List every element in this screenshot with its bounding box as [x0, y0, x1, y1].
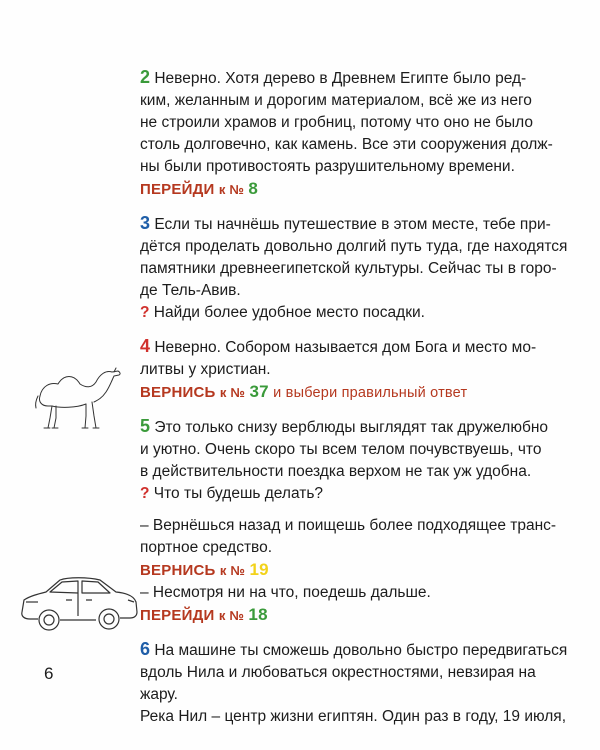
question-line: [140, 483, 570, 505]
action-verb: ПЕРЕЙДИ: [140, 181, 215, 198]
entry-line: столь долговечно, как камень. Все эти сооружения долж-: [140, 136, 553, 153]
action-ref: 37: [249, 382, 269, 401]
entry-text: Это только снизу верблюды выглядят так дружелюбно: [154, 419, 549, 436]
action-prep: к №: [219, 385, 246, 400]
spacer: [140, 505, 570, 515]
entry-4: [140, 335, 570, 404]
car-icon: [16, 572, 140, 634]
entry-line: памятники древнеегипетской культуры. Сейчас ты в горо-: [140, 260, 557, 277]
entry-text: Если ты начнёшь путешествие в этом месте, тебе при-: [154, 216, 551, 233]
entry-line: Река Нил – центр жизни египтян. Один раз в году, 19 июля,: [140, 708, 567, 725]
goto-link-37[interactable]: [140, 381, 570, 404]
entry-line: дётся проделать довольно долгий путь туда, где находятся: [140, 238, 568, 255]
action-ref: 19: [249, 560, 269, 579]
entry-6: [140, 638, 570, 728]
goto-link-18[interactable]: [140, 604, 570, 627]
question-line: [140, 302, 570, 324]
entry-line: и уютно. Очень скоро ты всем телом почувствуешь, что: [140, 441, 542, 458]
question-text: Найди более удобное место посадки.: [153, 304, 425, 321]
entry-line: [140, 212, 570, 236]
entry-number: 3: [140, 213, 151, 233]
option-line: портное средство.: [140, 539, 273, 556]
entry-2: [140, 66, 570, 201]
question-mark-icon: ?: [140, 485, 150, 502]
entry-line: не строили храмов и гробниц, потому что оно не было: [140, 114, 533, 131]
action-ref: 18: [248, 605, 268, 624]
question-mark-icon: ?: [140, 304, 150, 321]
entry-line: ны были противостоять разрушительному времени.: [140, 158, 515, 175]
entry-line: вдоль Нила и любоваться окрестностями, невзирая на жару.: [140, 664, 536, 703]
text-column: [140, 66, 570, 739]
entry-number: 6: [140, 639, 151, 659]
goto-link-8[interactable]: [140, 178, 570, 201]
entry-5: [140, 415, 570, 627]
entry-line: в действительности поездка верхом не так уж удобна.: [140, 463, 532, 480]
option-line: – Несмотря ни на что, поедешь дальше.: [140, 584, 431, 601]
entry-number: 5: [140, 416, 151, 436]
action-verb: ВЕРНИСЬ: [140, 562, 216, 579]
entry-line: литвы у христиан.: [140, 361, 271, 378]
action-prep: к №: [218, 608, 245, 623]
entry-line: [140, 66, 570, 90]
entry-number: 4: [140, 336, 151, 356]
action-prep: к №: [219, 563, 246, 578]
question-text: Что ты будешь делать?: [153, 485, 324, 502]
entry-text: Неверно. Собором называется дом Бога и место мо-: [154, 339, 537, 356]
entry-line: ким, желанным и дорогим материалом, всё же из него: [140, 92, 532, 109]
action-verb: ПЕРЕЙДИ: [140, 607, 215, 624]
entry-text: Неверно. Хотя дерево в Древнем Египте было ред-: [154, 70, 527, 87]
action-prep: к №: [218, 182, 245, 197]
entry-line: [140, 638, 570, 662]
goto-link-19[interactable]: [140, 559, 570, 582]
page-number: 6: [44, 664, 54, 683]
entry-text: На машине ты сможешь довольно быстро передвигаться: [154, 642, 568, 659]
entry-number: 2: [140, 67, 151, 87]
option-line: – Вернёшься назад и поищешь более подходящее транс-: [140, 517, 557, 534]
action-tail: и выбери правильный ответ: [273, 385, 468, 401]
entry-3: [140, 212, 570, 324]
action-ref: 8: [248, 179, 259, 198]
entry-line: [140, 415, 570, 439]
action-verb: ВЕРНИСЬ: [140, 384, 216, 401]
camel-icon: [30, 362, 130, 432]
entry-line: де Тель-Авив.: [140, 282, 241, 299]
entry-line: [140, 335, 570, 359]
